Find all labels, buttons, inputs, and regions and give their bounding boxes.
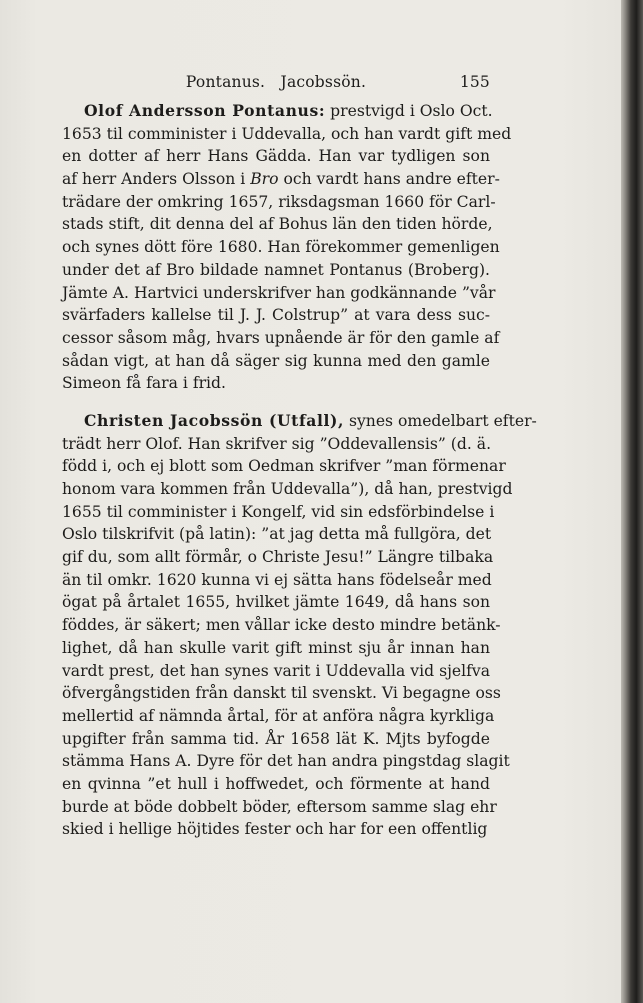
text-line: föddes, är säkert; men vållar icke desto mindre betänk- xyxy=(62,616,501,635)
person-name: Olof Andersson Pontanus: xyxy=(84,101,326,120)
text-line: 1653 til comminister i Uddevalla, och han vardt gift med xyxy=(62,124,512,143)
text-line: än til omkr. 1620 kunna vi ej sätta hans födelseår med xyxy=(62,570,492,589)
text-line: upgifter från samma tid. År 1658 lät K. Mjts byfogde xyxy=(62,729,490,748)
running-title: Pontanus. Jacobssön. xyxy=(185,73,367,91)
text-line: cessor såsom måg, hvars upnående är för den gamle af xyxy=(62,328,500,347)
text-line: en qvinna ”et hull i hoffwedet, och förmente at hand xyxy=(62,774,490,793)
text-line: 1655 til comminister i Kongelf, vid sin edsförbindelse i xyxy=(62,502,495,521)
page-header xyxy=(62,73,490,95)
text-line: Jämte A. Hartvici underskrifver han godkännande ”vår xyxy=(62,283,496,302)
body-text xyxy=(62,100,537,841)
line-text: prestvigd i Oslo Oct. xyxy=(325,102,493,120)
page-number: 155 xyxy=(459,73,490,91)
text-line: honom vara kommen från Uddevalla”), då han, prestvigd xyxy=(62,480,513,498)
text-line xyxy=(62,100,493,123)
text-line: burde at böde dobbelt böder, eftersom samme slag ehr xyxy=(62,797,497,816)
text-line: svärfaders kallelse til J. J. Colstrup” at vara dess suc- xyxy=(62,306,490,325)
text-line: ögat på årtalet 1655, hvilket jämte 1649, då hans son xyxy=(62,593,490,612)
text-line xyxy=(62,168,500,191)
text-line: trädt herr Olof. Han skrifver sig ”Oddevallensis” (d. ä. xyxy=(62,434,492,453)
paragraph-olof-pontanus xyxy=(62,100,512,395)
text-line: Oslo tilskrifvit (på latin): ”at jag detta må fullgöra, det xyxy=(62,525,492,544)
text-line: stads stift, dit denna del af Bohus län den tiden hörde, xyxy=(62,215,493,234)
text-line: lighet, då han skulle varit gift minst sju år innan han xyxy=(62,638,490,657)
text-line: född i, och ej blott som Oedman skrifver ”man förmenar xyxy=(62,457,506,476)
text-line: sådan vigt, at han då säger sig kunna med den gamle xyxy=(62,351,490,370)
text-line: öfvergångstiden från danskt til svenskt. Vi begagne oss xyxy=(62,684,501,703)
line-text: och vardt hans andre efter- xyxy=(278,170,500,189)
text-line: stämma Hans A. Dyre för det han andra pingstdag slagit xyxy=(62,752,510,771)
text-line: mellertid af nämnda årtal, för at anföra några kyrkliga xyxy=(62,706,495,725)
line-text: synes omedelbart efter- xyxy=(344,411,537,430)
text-line: under det af Bro bildade namnet Pontanus (Broberg). xyxy=(62,260,490,279)
text-line: och synes dött före 1680. Han förekommer gemenligen xyxy=(62,238,500,257)
place-name: Bro xyxy=(250,170,279,189)
paragraph-christen-jacobsson xyxy=(62,410,537,841)
book-spine-shadow xyxy=(621,0,643,1003)
text-line: skied i hellige höjtides fester och har for een offentlig xyxy=(62,820,488,839)
text-line xyxy=(62,410,537,433)
line-text: af herr Anders Olsson i xyxy=(62,170,251,189)
text-line: vardt prest, det han synes varit i Uddevalla vid sjelfva xyxy=(62,661,490,680)
text-line: trädare der omkring 1657, riksdagsman 1660 för Carl- xyxy=(62,192,496,211)
person-name: Christen Jacobssön (Utfall), xyxy=(84,410,345,430)
text-line: en dotter af herr Hans Gädda. Han var tydligen son xyxy=(62,147,490,166)
text-line: gif du, som allt förmår, o Christe Jesu!” Längre tilbaka xyxy=(62,548,494,567)
text-line: Simeon få fara i frid. xyxy=(62,374,226,393)
